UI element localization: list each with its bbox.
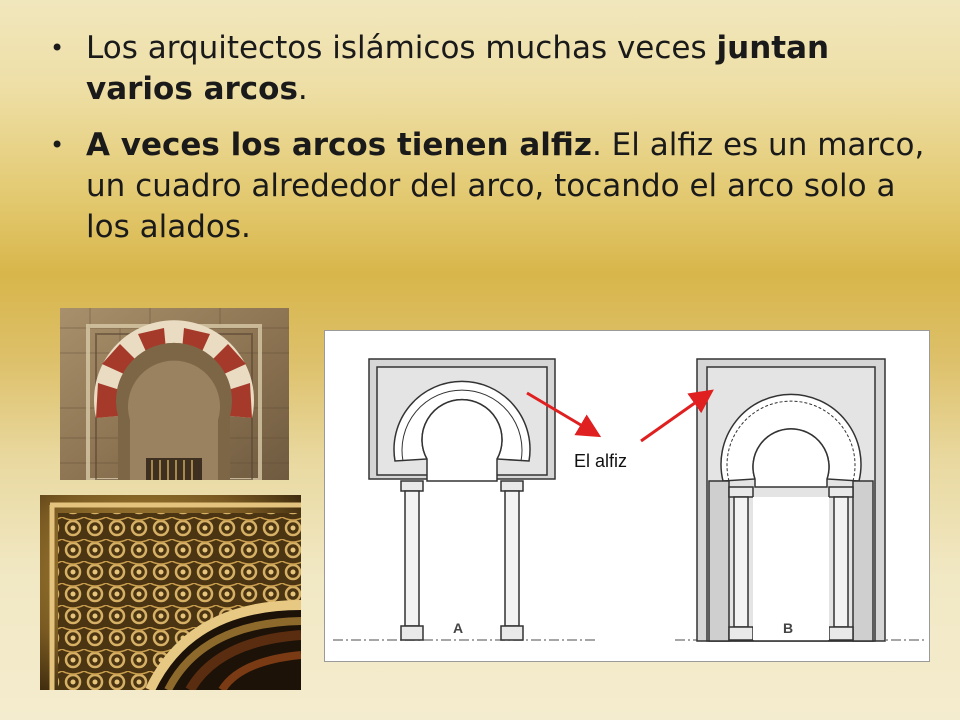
bullet-text-plain: .: [297, 71, 308, 107]
arch-b-label: B: [783, 620, 794, 636]
horseshoe-arch-image: [60, 308, 289, 480]
bullet-list: [46, 28, 926, 263]
bullet-text-bold: juntan varios arcos: [86, 30, 830, 107]
alfiz-callout-label: El alfiz: [574, 451, 628, 471]
horseshoe-arch-photo: [60, 308, 289, 480]
arch-diagram: [324, 330, 930, 662]
bullet-text-bold: A veces los arcos tienen alfiz: [86, 127, 592, 163]
bullet-item: [46, 125, 926, 248]
bullet-text-plain: Los arquitectos islámicos muchas veces: [86, 30, 717, 66]
bullet-dot: •: [50, 131, 65, 159]
arch-a: [369, 359, 555, 640]
arch-a-label: A: [453, 620, 464, 636]
carved-arch-detail-image: [40, 495, 301, 690]
arch-b: [697, 359, 885, 641]
bullet-dot: •: [50, 34, 65, 62]
bullet-text-plain: . El alfiz es un marco, un cuadro alrededor del arco, tocando el arco solo a los alados.: [86, 127, 925, 245]
arch-diagram-drawing: [325, 331, 929, 661]
carved-arch-detail-photo: [40, 495, 301, 690]
bullet-item: [46, 28, 926, 110]
